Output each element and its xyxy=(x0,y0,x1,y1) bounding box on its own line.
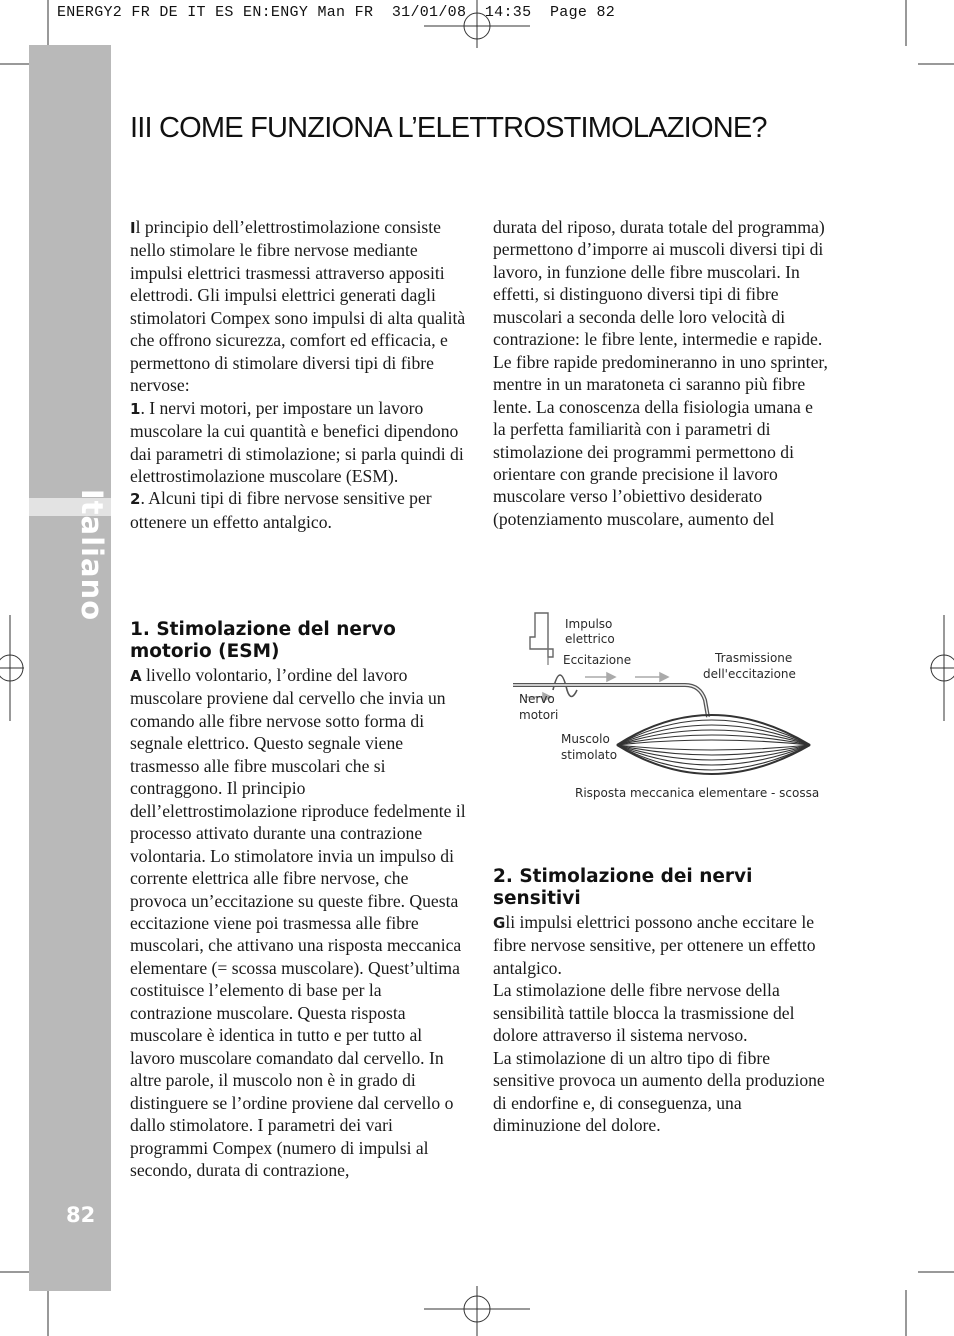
intro-item-1: 1. I nervi motori, per impostare un lavoro muscolare la cui quantità e benefici dipendono dai parametri di stimolazione; si parla quindi di elettrostimolazione muscolare (ESM). xyxy=(130,397,464,486)
label-impulso-2: elettrico xyxy=(565,632,615,646)
intro-text xyxy=(130,216,466,533)
intro-paragraph: Il principio dell’elettrostimolazione consiste nello stimolare le fibre nervose mediante impulsi elettrici trasmessi attraverso appositi elettrodi. Gli impulsi elettrici generati dagli stimolatori Compex sono impulsi di alta qualità che offrono sicurezza, comfort ed efficacia, e permettono di stimolare diversi tipi di fibre nervose: xyxy=(130,217,466,396)
label-muscolo-2: stimolato xyxy=(561,748,618,762)
label-trasmissione-2: dell'eccitazione xyxy=(703,667,796,681)
dropcap: G xyxy=(493,914,506,932)
section-paragraph: Gli impulsi elettrici possono anche eccitare le fibre nervose sensitive, per ottenere un effetto antalgico. xyxy=(493,912,816,978)
section-sensory-nerves xyxy=(493,866,829,1137)
page-title: III COME FUNZIONA L’ELETTROSTIMOLAZIONE? xyxy=(130,112,767,144)
label-nervo-1: Nervo xyxy=(519,692,555,706)
language-label: Italiano xyxy=(75,488,109,622)
section-paragraph: La stimolazione di un altro tipo di fibre sensitive provoca un aumento della produzione di endorfine e, di conseguenza, una diminuzione del dolore. xyxy=(493,1047,825,1136)
electrical-pulse-line xyxy=(530,613,553,657)
label-trasmissione-1: Trasmissione xyxy=(715,651,793,665)
language-sidebar xyxy=(29,45,111,1291)
continuation-text: durata del riposo, durata totale del programma) permettono d’imporre ai muscoli diversi tipi di lavoro, in funzione delle fibre muscolari. In effetti, si distinguono diversi tipi di fibre muscolari a seconda delle loro velocità di contrazione: le fibre lente, intermedie e rapide. Le fibre rapide predomineranno in uno sprinter, mentre in un maratoneta ci saranno più fibre lente. La conoscenza della fisiologia umana e la perfetta familiarità con i parametri di stimolazione dei programmi permettono di orientare con grande precisione il lavoro muscolare verso l’obiettivo desiderato (potenziamento muscolare, aumento del xyxy=(493,217,828,529)
intro-item-2: 2. Alcuni tipi di fibre nervose sensitive per ottenere un effetto antalgico. xyxy=(130,488,432,532)
label-muscolo-1: Muscolo xyxy=(561,732,610,746)
section-heading: 1. Stimolazione del nervo motorio (ESM) xyxy=(130,619,396,662)
dropcap: I xyxy=(130,219,136,237)
dropcap: A xyxy=(130,667,142,685)
section-paragraph: A livello volontario, l’ordine del lavoro muscolare proviene dal cervello che invia un comando alle fibre nervose sotto forma di segnale elettrico. Questo segnale viene trasmesso alle fibre muscolari che si contraggono. Il principio dell’elettrostimolazione riproduce fedelmente il processo attivato durante una contrazione volontaria. Lo stimolatore invia un impulso di corrente elettrica alle fibre nervose, che provoca un’eccitazione su queste fibre. Questa eccitazione viene poi trasmessa alle fibre muscolari, che attivano una risposta meccanica elementare (= scossa muscolare). Quest’ultima costituisce l’elemento di base per la contrazione muscolare. Questa risposta muscolare è identica in tutto e per tutto al lavoro muscolare comandato dal cervello. In altre parole, il muscolo non è in grado di distinguere se l’ordine proviene dal cervello o dallo stimolatore. I parametri dei vari programmi Compex (numero di impulsi al secondo, durata di contrazione, xyxy=(130,665,466,1180)
label-impulso-1: Impulso xyxy=(565,617,613,631)
label-eccitazione: Eccitazione xyxy=(563,653,632,667)
section-paragraph: La stimolazione delle fibre nervose della sensibilità tattile blocca la trasmissione del dolore attraverso il sistema nervoso. xyxy=(493,980,795,1046)
nerve-muscle-diagram xyxy=(505,605,825,805)
label-nervo-2: motori xyxy=(519,708,559,722)
page-number: 82 xyxy=(66,1203,96,1227)
section-motor-nerve xyxy=(130,619,466,1181)
diagram-caption: Risposta meccanica elementare - scossa xyxy=(575,786,820,800)
print-slug-header: ENERGY2 FR DE IT ES EN:ENGY Man FR 31/01/08 14:35 Page 82 xyxy=(57,4,616,21)
muscle-fibers xyxy=(617,715,810,774)
section-heading: 2. Stimolazione dei nervi sensitivi xyxy=(493,866,753,909)
